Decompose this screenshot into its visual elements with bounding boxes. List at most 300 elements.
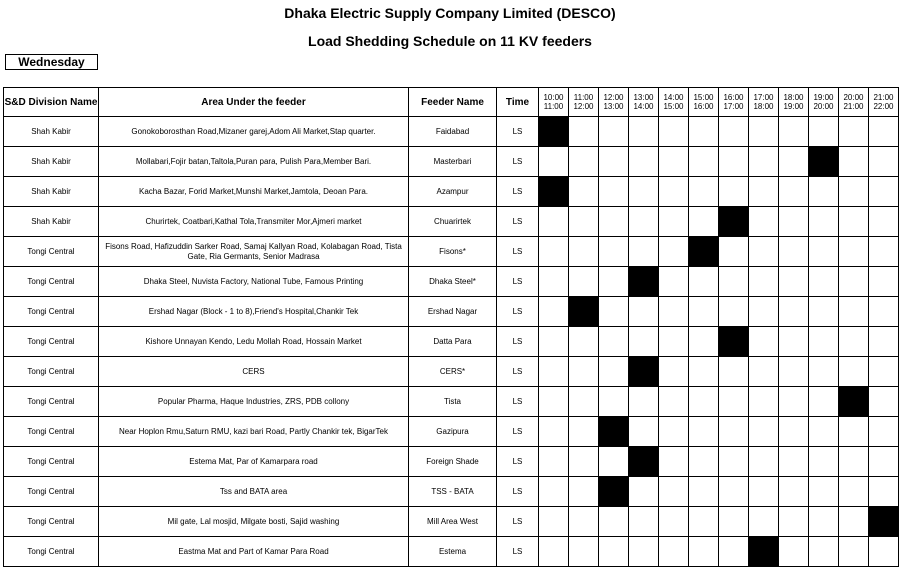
table-row [4,177,899,207]
slot-cell [779,237,809,267]
slot-cell [839,177,869,207]
table-row [4,537,899,567]
slot-cell [569,147,599,177]
slot-cell [659,327,689,357]
load-shed-block [869,507,899,537]
slot-cell [809,537,839,567]
header-row [4,88,899,117]
slot-cell [809,267,839,297]
slot-cell [629,237,659,267]
slot-cell [719,417,749,447]
slot-cell [629,177,659,207]
slot-start: 15:00 [693,93,714,102]
slot-cell [749,327,779,357]
slot-cell [839,537,869,567]
slot-cell [659,237,689,267]
slot-cell [719,117,749,147]
slot-cell [809,207,839,237]
slot-cell [839,507,869,537]
day-label: Wednesday [5,54,98,70]
slot-cell [539,477,569,507]
time-slot-header [569,88,599,117]
table-row [4,387,899,417]
table-row [4,207,899,237]
slot-cell [749,357,779,387]
slot-cell [779,207,809,237]
slot-cell [569,117,599,147]
feeder-cell: Chuarirtek [409,207,497,237]
slot-cell [569,267,599,297]
feeder-cell: Faidabad [409,117,497,147]
slot-cell [719,477,749,507]
slot-cell [599,297,629,327]
document-subtitle: Load Shedding Schedule on 11 KV feeders [308,33,592,49]
division-cell: Tongi Central [4,297,99,327]
slot-cell [689,327,719,357]
table-row [4,447,899,477]
area-cell: Dhaka Steel, Nuvista Factory, National Tube, Famous Printing [99,267,409,297]
time-cell: LS [497,267,539,297]
division-header: S&D Division Name [4,88,99,117]
slot-cell [839,477,869,507]
area-cell: Tss and BATA area [99,477,409,507]
slot-cell [869,447,899,477]
time-slot-header [599,88,629,117]
slot-cell [569,207,599,237]
slot-cell [839,237,869,267]
load-shed-block [629,357,659,387]
division-cell: Tongi Central [4,267,99,297]
time-cell: LS [497,417,539,447]
slot-start: 10:00 [543,93,564,102]
slot-cell [539,417,569,447]
slot-cell [569,327,599,357]
slot-cell [599,237,629,267]
load-shed-block [629,267,659,297]
area-header: Area Under the feeder [99,88,409,117]
area-cell: Popular Pharma, Haque Industries, ZRS, PDB collony [99,387,409,417]
slot-end: 20:00 [813,102,834,111]
area-cell: Churirtek, Coatbari,Kathal Tola,Transmiter Mor,Ajmeri market [99,207,409,237]
time-cell: LS [497,507,539,537]
time-slot-header [719,88,749,117]
division-cell: Tongi Central [4,417,99,447]
slot-cell [779,477,809,507]
time-cell: LS [497,147,539,177]
slot-cell [719,537,749,567]
slot-start: 18:00 [783,93,804,102]
slot-end: 12:00 [573,102,594,111]
slot-cell [779,327,809,357]
time-cell: LS [497,117,539,147]
slot-start: 20:00 [843,93,864,102]
slot-cell [599,207,629,237]
slot-cell [869,237,899,267]
feeder-cell: Estema [409,537,497,567]
area-cell: CERS [99,357,409,387]
slot-cell [599,267,629,297]
slot-cell [599,117,629,147]
slot-cell [539,357,569,387]
slot-cell [809,387,839,417]
slot-cell [809,357,839,387]
slot-end: 17:00 [723,102,744,111]
schedule-table [3,87,899,567]
division-cell: Shah Kabir [4,147,99,177]
slot-end: 22:00 [873,102,894,111]
slot-cell [569,447,599,477]
slot-cell [599,357,629,387]
load-shed-block [599,477,629,507]
slot-cell [689,507,719,537]
slot-cell [539,327,569,357]
slot-cell [629,537,659,567]
division-cell: Tongi Central [4,357,99,387]
slot-cell [629,477,659,507]
slot-end: 18:00 [753,102,774,111]
slot-cell [689,207,719,237]
table-row [4,297,899,327]
time-cell: LS [497,327,539,357]
slot-cell [779,147,809,177]
time-cell: LS [497,387,539,417]
feeder-cell: CERS* [409,357,497,387]
slot-cell [689,447,719,477]
slot-cell [779,177,809,207]
slot-cell [599,507,629,537]
slot-cell [539,267,569,297]
slot-end: 14:00 [633,102,654,111]
slot-start: 16:00 [723,93,744,102]
slot-cell [659,267,689,297]
time-cell: LS [497,297,539,327]
schedule-body [4,117,899,567]
slot-cell [749,507,779,537]
slot-cell [719,447,749,477]
slot-cell [599,147,629,177]
slot-end: 15:00 [663,102,684,111]
division-cell: Shah Kabir [4,207,99,237]
slot-cell [869,537,899,567]
slot-cell [689,387,719,417]
slot-cell [869,357,899,387]
slot-cell [809,477,839,507]
time-slot-header [779,88,809,117]
area-cell: Mollabari,Fojir batan,Taltola,Puran para, Pulish Para,Member Bari. [99,147,409,177]
slot-cell [659,417,689,447]
slot-cell [809,447,839,477]
time-cell: LS [497,207,539,237]
table-row [4,237,899,267]
slot-cell [749,147,779,177]
time-header: Time [497,88,539,117]
slot-cell [779,387,809,417]
slot-cell [569,387,599,417]
slot-cell [719,357,749,387]
time-slot-header [659,88,689,117]
time-cell: LS [497,537,539,567]
slot-cell [689,147,719,177]
slot-cell [629,327,659,357]
slot-cell [659,147,689,177]
slot-end: 21:00 [843,102,864,111]
slot-cell [719,507,749,537]
division-cell: Tongi Central [4,477,99,507]
slot-cell [779,537,809,567]
slot-cell [659,447,689,477]
slot-cell [839,147,869,177]
slot-cell [779,267,809,297]
division-cell: Tongi Central [4,507,99,537]
time-cell: LS [497,357,539,387]
feeder-cell: Ershad Nagar [409,297,497,327]
table-row [4,417,899,447]
slot-cell [629,147,659,177]
slot-cell [719,237,749,267]
load-shed-block [749,537,779,567]
area-cell: Estema Mat, Par of Kamarpara road [99,447,409,477]
slot-cell [749,207,779,237]
slot-cell [659,357,689,387]
slot-cell [809,177,839,207]
slot-cell [689,357,719,387]
slot-cell [869,117,899,147]
time-cell: LS [497,477,539,507]
feeder-cell: Masterbari [409,147,497,177]
table-row [4,327,899,357]
slot-cell [539,387,569,417]
load-shed-block [689,237,719,267]
slot-end: 11:00 [543,102,564,111]
slot-cell [539,147,569,177]
slot-cell [569,417,599,447]
slot-cell [779,417,809,447]
table-row [4,117,899,147]
slot-cell [629,507,659,537]
slot-cell [749,177,779,207]
slot-start: 14:00 [663,93,684,102]
load-shed-block [719,327,749,357]
slot-end: 19:00 [783,102,804,111]
slot-cell [869,387,899,417]
document-title: Dhaka Electric Supply Company Limited (DESCO) [284,5,616,21]
feeder-cell: Fisons* [409,237,497,267]
slot-cell [689,537,719,567]
division-cell: Tongi Central [4,447,99,477]
slot-start: 12:00 [603,93,624,102]
slot-cell [809,417,839,447]
load-shed-block [719,207,749,237]
slot-cell [539,297,569,327]
slot-cell [569,237,599,267]
slot-cell [689,297,719,327]
slot-cell [779,297,809,327]
slot-cell [749,237,779,267]
slot-cell [569,357,599,387]
feeder-cell: Mill Area West [409,507,497,537]
time-slot-header [869,88,899,117]
time-slot-header [809,88,839,117]
division-cell: Tongi Central [4,387,99,417]
slot-cell [839,357,869,387]
slot-cell [869,207,899,237]
slot-cell [719,297,749,327]
slot-cell [599,177,629,207]
slot-cell [569,507,599,537]
slot-cell [719,177,749,207]
slot-cell [719,387,749,417]
slot-end: 13:00 [603,102,624,111]
slot-cell [539,507,569,537]
slot-end: 16:00 [693,102,714,111]
slot-cell [659,177,689,207]
slot-cell [869,267,899,297]
feeder-cell: TSS - BATA [409,477,497,507]
area-cell: Mil gate, Lal mosjid, Milgate bosti, Sajid washing [99,507,409,537]
table-row [4,147,899,177]
time-slot-header [689,88,719,117]
slot-cell [749,297,779,327]
feeder-cell: Gazipura [409,417,497,447]
slot-cell [839,327,869,357]
table-row [4,507,899,537]
load-shed-block [569,297,599,327]
division-cell: Tongi Central [4,237,99,267]
slot-cell [869,417,899,447]
feeder-cell: Datta Para [409,327,497,357]
time-slot-header [629,88,659,117]
feeder-cell: Tista [409,387,497,417]
slot-cell [839,117,869,147]
slot-cell [629,417,659,447]
slot-cell [659,507,689,537]
slot-cell [599,537,629,567]
slot-cell [869,477,899,507]
slot-cell [719,267,749,297]
slot-cell [689,477,719,507]
table-row [4,357,899,387]
feeder-cell: Foreign Shade [409,447,497,477]
slot-cell [539,537,569,567]
slot-cell [659,537,689,567]
slot-cell [809,297,839,327]
slot-cell [779,507,809,537]
slot-cell [569,537,599,567]
slot-cell [689,267,719,297]
area-cell: Kishore Unnayan Kendo, Ledu Mollah Road, Hossain Market [99,327,409,357]
slot-cell [599,447,629,477]
area-cell: Ershad Nagar (Block - 1 to 8),Friend's Hospital,Chankir Tek [99,297,409,327]
slot-cell [569,477,599,507]
load-shed-block [839,387,869,417]
slot-cell [569,177,599,207]
slot-cell [539,447,569,477]
slot-cell [869,297,899,327]
slot-cell [779,357,809,387]
area-cell: Gonokoborosthan Road,Mizaner garej,Adom Ali Market,Stap quarter. [99,117,409,147]
slot-cell [839,417,869,447]
area-cell: Fisons Road, Hafizuddin Sarker Road, Samaj Kallyan Road, Kolabagan Road, Tista Gate, Ria Germants, Senior Madrasa [99,237,409,267]
slot-cell [629,117,659,147]
time-cell: LS [497,177,539,207]
feeder-cell: Dhaka Steel* [409,267,497,297]
slot-cell [599,327,629,357]
load-shed-block [539,177,569,207]
load-shed-block [599,417,629,447]
area-cell: Eastma Mat and Part of Kamar Para Road [99,537,409,567]
slot-cell [749,477,779,507]
slot-cell [749,267,779,297]
slot-cell [659,387,689,417]
slot-cell [839,267,869,297]
feeder-cell: Azampur [409,177,497,207]
slot-cell [749,417,779,447]
slot-cell [539,207,569,237]
slot-cell [749,117,779,147]
time-cell: LS [497,447,539,477]
slot-cell [839,297,869,327]
load-shed-block [809,147,839,177]
slot-cell [839,447,869,477]
slot-cell [809,327,839,357]
load-shed-block [629,447,659,477]
slot-cell [629,297,659,327]
area-cell: Kacha Bazar, Forid Market,Munshi Market,Jamtola, Deoan Para. [99,177,409,207]
slot-start: 11:00 [573,93,594,102]
slot-cell [779,447,809,477]
slot-cell [809,237,839,267]
table-row [4,477,899,507]
slot-start: 13:00 [633,93,654,102]
division-cell: Tongi Central [4,327,99,357]
time-slot-header [839,88,869,117]
slot-cell [869,177,899,207]
slot-cell [689,177,719,207]
division-cell: Shah Kabir [4,117,99,147]
division-cell: Shah Kabir [4,177,99,207]
slot-cell [839,207,869,237]
slot-cell [539,237,569,267]
slot-cell [659,117,689,147]
slot-cell [659,207,689,237]
time-cell: LS [497,237,539,267]
slot-cell [629,207,659,237]
time-slot-header [539,88,569,117]
slot-cell [689,117,719,147]
slot-cell [809,507,839,537]
slot-cell [659,297,689,327]
slot-cell [689,417,719,447]
slot-start: 21:00 [873,93,894,102]
slot-cell [869,327,899,357]
slot-cell [659,477,689,507]
slot-start: 17:00 [753,93,774,102]
load-shed-block [539,117,569,147]
slot-cell [869,147,899,177]
slot-cell [629,387,659,417]
slot-cell [779,117,809,147]
slot-start: 19:00 [813,93,834,102]
division-cell: Tongi Central [4,537,99,567]
slot-cell [719,147,749,177]
table-row [4,267,899,297]
area-cell: Near Hoplon Rmu,Saturn RMU, kazi bari Road, Partly Chankir tek, BigarTek [99,417,409,447]
time-slot-header [749,88,779,117]
slot-cell [749,387,779,417]
feeder-header: Feeder Name [409,88,497,117]
slot-cell [749,447,779,477]
slot-cell [809,117,839,147]
